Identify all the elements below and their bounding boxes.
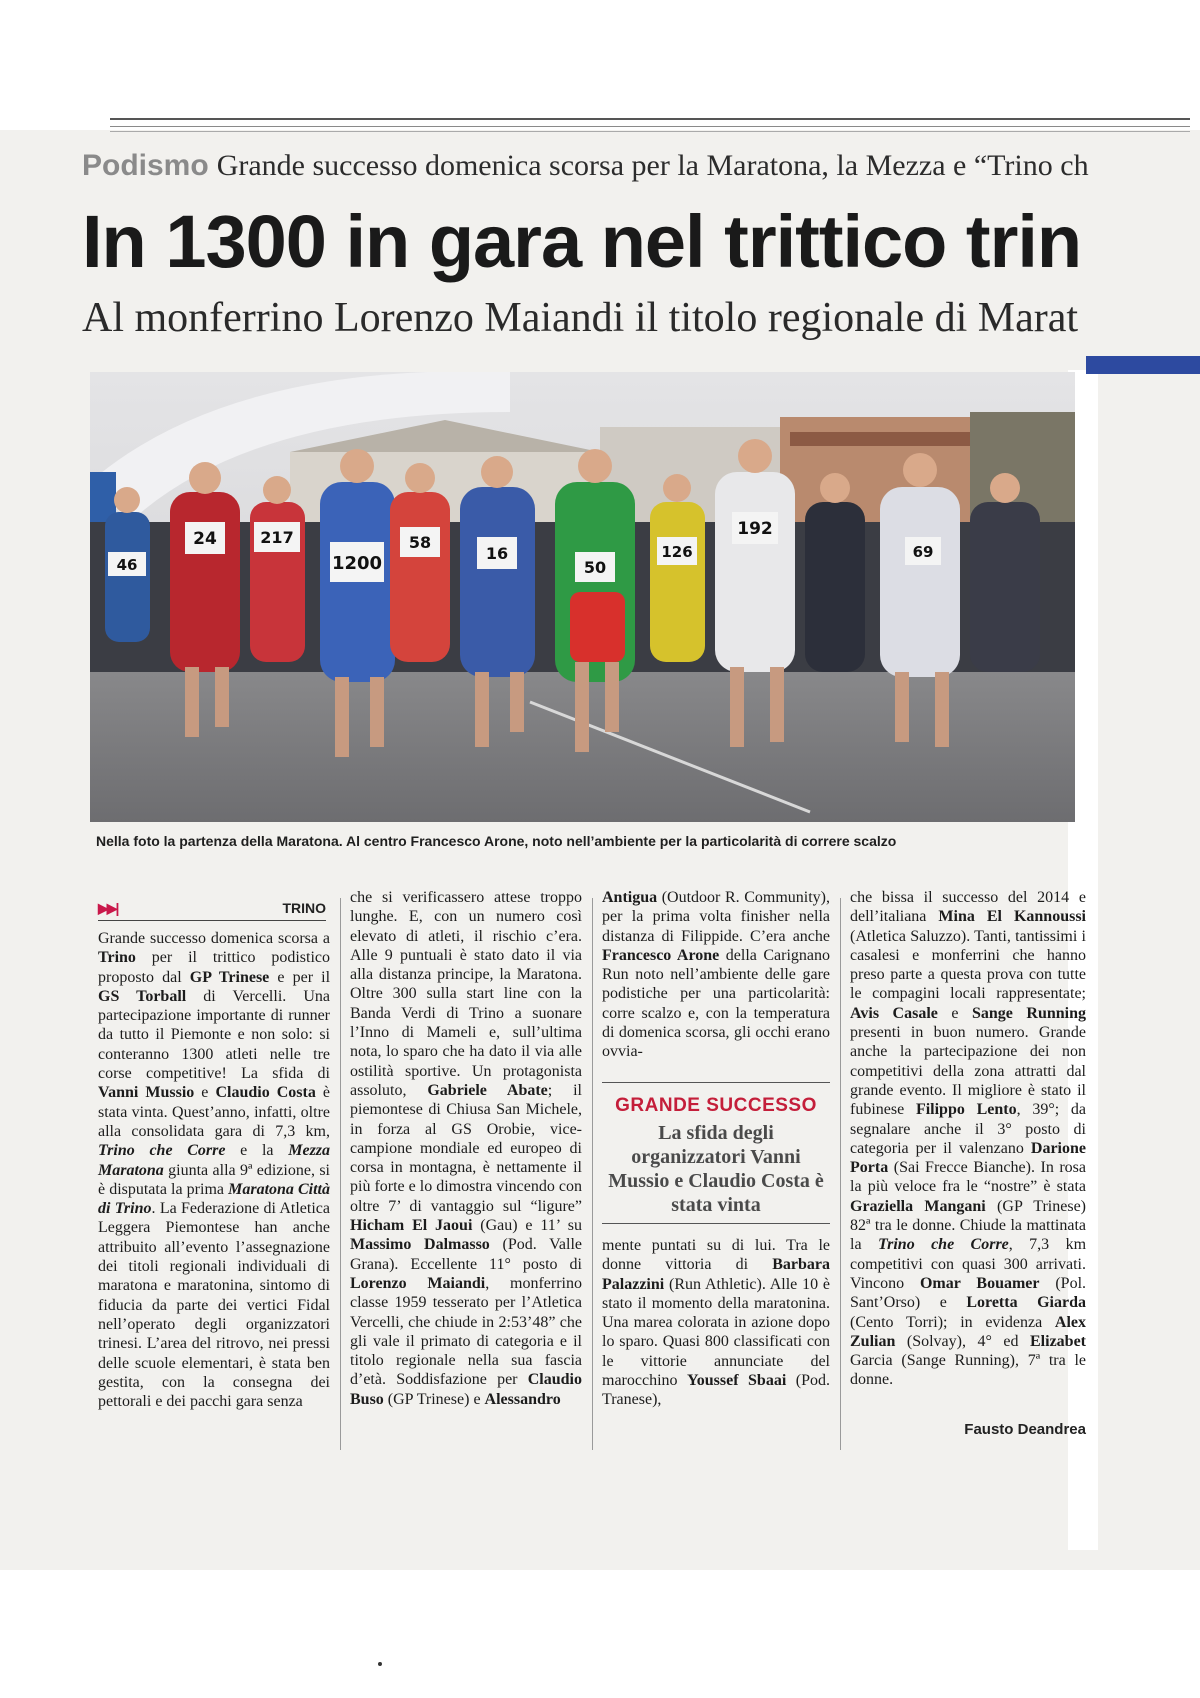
bib-192: 192 <box>737 519 773 539</box>
column-rule <box>840 898 841 1450</box>
article-paragraph <box>602 888 830 1062</box>
bib-58: 58 <box>408 533 432 552</box>
emphasis-text: Claudio Buso <box>350 1371 582 1408</box>
article-column-3-top <box>602 888 830 1062</box>
emphasis-text: Alex Zulian <box>850 1313 1086 1350</box>
scan-speck <box>378 1662 382 1666</box>
body-text: (Outdoor R. Community), per la prima volta finisher nella distanza di Filippide. C’era anche <box>602 889 830 945</box>
pullquote-box <box>602 1082 830 1224</box>
body-text: (GP Trinese) 82ª tra le donne. Chiude la mattinata la <box>850 1197 1087 1254</box>
headline: In 1300 in gara nel trittico trin <box>82 200 1082 283</box>
emphasis-text: Maratona Città di Trino <box>98 1180 331 1218</box>
body-text: (Sai Frecce Bianche). In rosa la più veloce fra le “nostre” è stata <box>850 1159 1086 1196</box>
body-text: (Gau) e 11’ su <box>472 1217 582 1235</box>
body-text: presenti in buon numero. Grande anche la partecipazione dei non competitivi della zona attratti dal grande evento. Il migliore è stato il fubinese <box>850 1024 1086 1119</box>
emphasis-text: GP Trinese <box>189 968 270 986</box>
pullquote-title: GRANDE SUCCESSO <box>615 1095 817 1116</box>
dateline-place: TRINO <box>282 900 326 916</box>
body-text: (Pod. Valle Grana). Eccellente 11° posto di <box>350 1236 583 1273</box>
body-text: . La Federazione di Atletica Leggera Piemontese han anche attribuito all’evento l’assegnazione dei titoli regionali individuali di maratona e maratonina, sintomo di fiducia da parte dei vertici Fidal nell’operato degli organizzatori trinesi. L’area del ritrovo, nei pressi delle scuole elementari, è stata ben gestita, con la consegna dei pettorali e dei pacchi gara senza <box>98 1200 330 1411</box>
body-text: (GP Trinese) e <box>383 1390 485 1408</box>
photo-caption: Nella foto la partenza della Maratona. Al centro Francesco Arone, noto nell’ambiente per la particolarità di correre scalzo <box>96 833 897 849</box>
bib-126: 126 <box>661 543 693 561</box>
body-text: (Pod. Tranese), <box>602 1372 830 1409</box>
body-text: e per il <box>269 968 331 986</box>
body-text: (Solvay), 4° ed <box>895 1332 1030 1350</box>
header-rule-thin <box>110 126 1190 127</box>
emphasis-text: Sange Running <box>971 1004 1086 1022</box>
body-text: mente puntati su di lui. Tra le donne vittoria di <box>602 1237 830 1274</box>
bib-46: 46 <box>116 556 138 574</box>
blue-section-tab <box>1086 356 1200 374</box>
emphasis-text: Gabriele Abate <box>427 1081 548 1099</box>
body-text: della Carignano Run noto nell’ambiente delle gare podistiche per una particolarità: corre scalzo e, con la temperatura di domenica scorsa, gli occhi erano ovvia- <box>602 946 830 1061</box>
body-text: , 7,3 km competitivi con quasi 300 arrivati. Vincono <box>850 1236 1087 1292</box>
bib-24: 24 <box>193 529 217 549</box>
dateline-arrows-icon: ▶▶| <box>98 900 118 916</box>
emphasis-text: Trino <box>98 949 136 967</box>
body-text: , monferrino classe 1959 tesserato per l’Atletica Vercelli, che chiude in 2:53’48” che gli vale il primato di categoria e il titolo regionale nella sua fascia d’età. Soddisfazione per <box>350 1274 582 1389</box>
emphasis-text: Francesco Arone <box>602 946 720 964</box>
article-column-2 <box>350 888 582 1409</box>
column-rule <box>592 898 593 1450</box>
photo-illustration <box>90 372 1075 822</box>
article-column-1 <box>98 929 330 1411</box>
emphasis-text: Graziella Mangani <box>850 1197 986 1215</box>
article-paragraph <box>602 1236 830 1410</box>
emphasis-text: Elizabet <box>1030 1332 1086 1350</box>
article-column-4 <box>850 888 1086 1390</box>
emphasis-text: Loretta Giarda <box>966 1294 1086 1312</box>
body-text: (Pol. Sant’Orso) e <box>850 1274 1087 1312</box>
emphasis-text: Trino che Corre <box>98 1142 226 1160</box>
bib-217: 217 <box>260 528 294 547</box>
emphasis-text: Claudio Costa <box>215 1084 316 1102</box>
body-text: che bissa il successo del 2014 e dell’italiana <box>850 889 1086 926</box>
marathon-start-photo <box>90 372 1075 822</box>
body-text: (Run Athletic). Alle 10 è stato il momento della maratonina. Una marea colorata in azione dopo lo sparo. Quasi 800 classificati con le vittorie annunciate del marocchino <box>602 1275 830 1390</box>
emphasis-text: Hicham El Jaoui <box>350 1217 473 1235</box>
emphasis-text: Barbara Palazzini <box>602 1256 830 1293</box>
emphasis-text: Darione Porta <box>850 1139 1086 1177</box>
emphasis-text: Filippo Lento <box>915 1101 1017 1119</box>
body-text: e <box>937 1004 972 1022</box>
dateline <box>98 898 326 921</box>
body-text: , 39°; da segnalare anche il 3° posto di categoria per il valenzano <box>850 1101 1086 1157</box>
pullquote-text: La sfida degli organizzatori Vanni Mussio e Claudio Costa è stata vinta <box>608 1122 824 1216</box>
emphasis-text: GS Torball <box>98 987 187 1005</box>
body-text: (Cento Torri); in evidenza <box>850 1313 1055 1331</box>
emphasis-text: Mezza Maratona <box>98 1142 331 1179</box>
emphasis-text: Avis Casale <box>850 1004 938 1022</box>
emphasis-text: Omar Bouamer <box>919 1274 1040 1292</box>
emphasis-text: Massimo Dalmasso <box>350 1236 490 1254</box>
article-paragraph <box>850 888 1086 1390</box>
body-text: (Atletica Saluzzo). Tanti, tantissimi i casalesi e monferrini che hanno preso parte a questa prova con tutte le compagini locali rappresentate; <box>850 927 1086 1003</box>
body-text: per il trittico podistico proposto dal <box>98 949 330 986</box>
emphasis-text: Antigua <box>602 889 658 906</box>
column-rule <box>340 898 341 1450</box>
body-text: Grande successo domenica scorsa a <box>98 930 330 947</box>
header-rule-thin-2 <box>110 131 1190 132</box>
emphasis-text: Alessandro <box>484 1390 561 1408</box>
header-rule <box>110 118 1190 120</box>
bib-50: 50 <box>583 558 607 577</box>
body-text: Garcia (Sange Running), 7ª tra le donne. <box>850 1352 1086 1389</box>
body-text: che si verificassero attese troppo lunghe. E, con un numero così elevato di atleti, il rischio c’era. Alle 9 puntuali è stato dato il via alla distanza principe, la Maratona. Oltre 300 sulla start line con la Banda Verdi di Trino a suonare l’Inno di Mameli e, sull’ultima nota, lo sparo che ha dato il via alle ostilità sportive. Un protagonista assoluto, <box>350 889 582 1099</box>
emphasis-text: Lorenzo Maiandi <box>350 1274 486 1292</box>
emphasis-text: Mina El Kannoussi <box>938 908 1086 926</box>
author-signature: Fausto Deandrea <box>964 1421 1086 1438</box>
body-text: giunta alla 9ª edizione, si è disputata la prima <box>98 1161 330 1198</box>
body-text: e <box>194 1084 216 1102</box>
kicker-text: Grande successo domenica scorsa per la Maratona, la Mezza e “Trino ch <box>216 149 1089 182</box>
article-column-3-bottom <box>602 1236 830 1410</box>
emphasis-text: Youssef Sbaai <box>687 1372 787 1390</box>
body-text: ; il piemontese di Chiusa San Michele, in forza al GS Orobie, vice-campione mondiale ed europeo di corsa in montagna, è nettamente il più forte e lo dimostra vincendo con oltre 7’ di vantaggio sul “ligure” <box>350 1081 583 1215</box>
kicker <box>82 144 1200 188</box>
bib-1200: 1200 <box>331 553 383 574</box>
article-paragraph <box>98 929 330 1411</box>
emphasis-text: Vanni Mussio <box>98 1084 195 1102</box>
bib-69: 69 <box>912 543 934 561</box>
body-text: di Vercelli. Una partecipazione importante di runner da tutto il Piemonte e non solo: si conteranno 1300 atleti nelle tre corse competitive! La sfida di <box>98 987 330 1083</box>
subheadline: Al monferrino Lorenzo Maiandi il titolo regionale di Marat <box>82 295 1079 341</box>
body-text: e la <box>225 1142 289 1160</box>
article-paragraph <box>350 888 582 1409</box>
bib-16: 16 <box>485 544 509 563</box>
body-text: è stata vinta. Quest’anno, infatti, oltre alla consolidata gara di 7,3 km, <box>98 1084 330 1140</box>
emphasis-text: Trino che Corre <box>877 1236 1009 1254</box>
rubric: Podismo <box>82 149 209 182</box>
